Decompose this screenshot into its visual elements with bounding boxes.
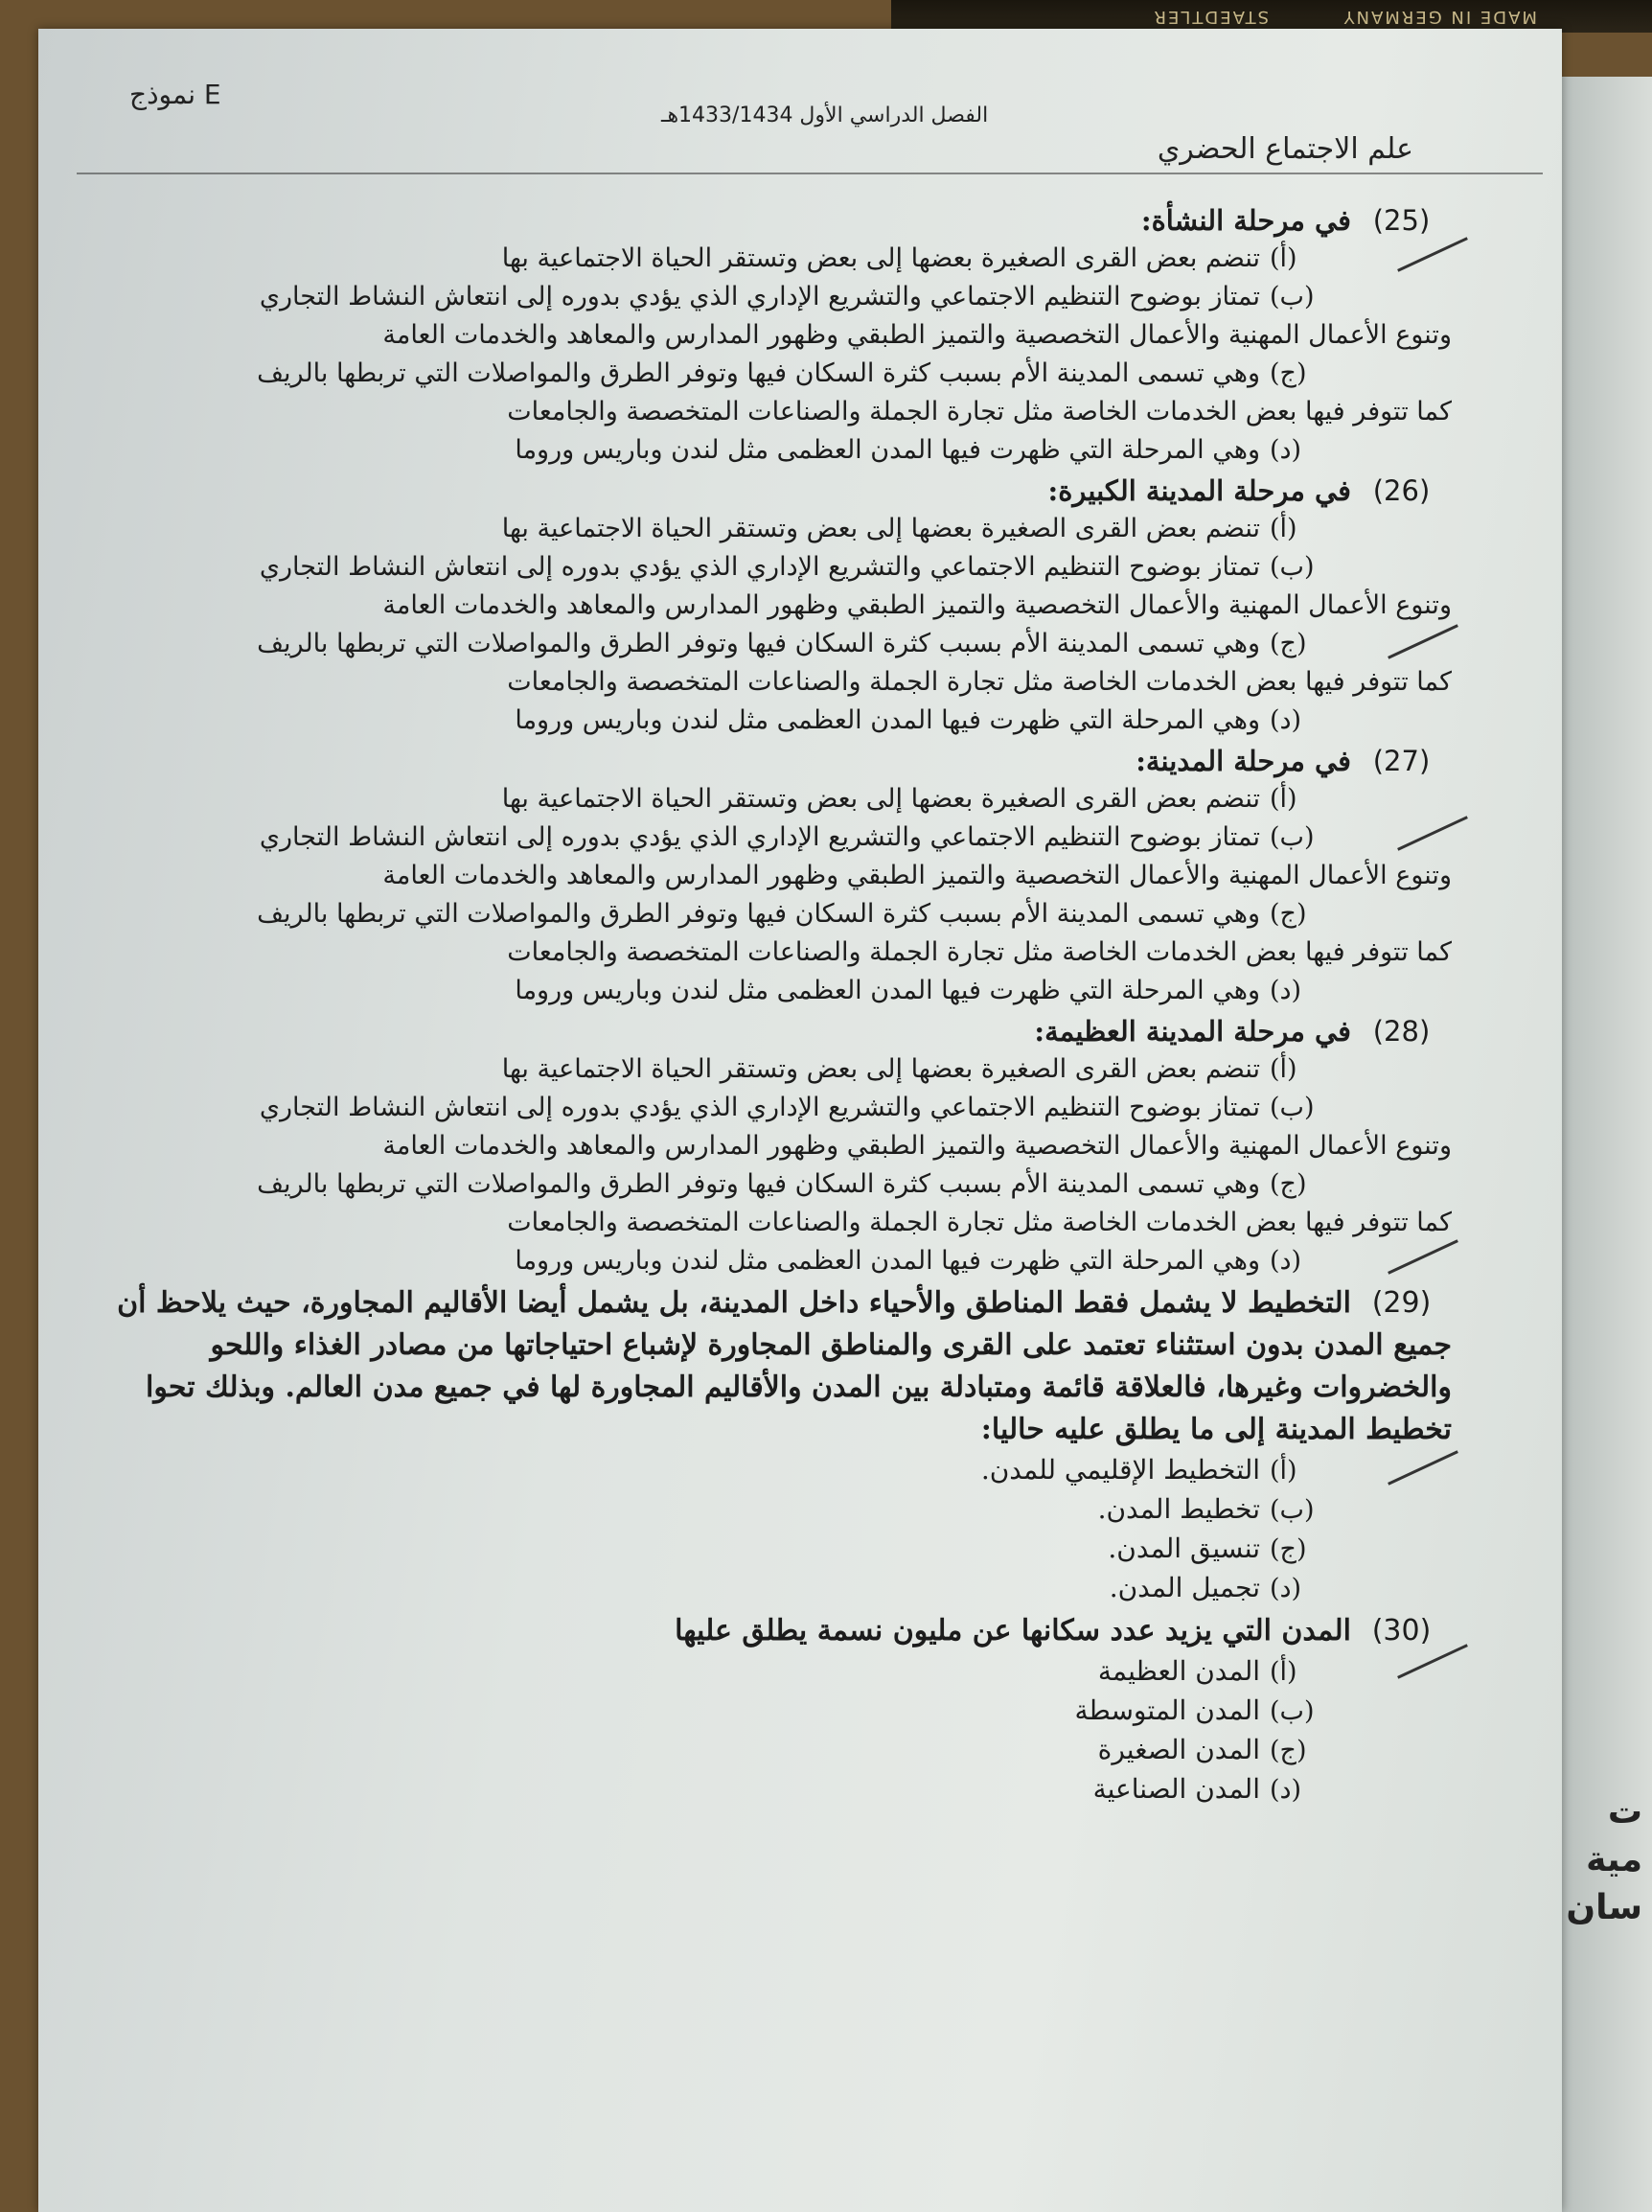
option-letter: (د)	[1270, 976, 1302, 1005]
option-c[interactable]	[0, 355, 1452, 393]
option-letter: (د)	[1270, 1775, 1302, 1805]
option-text: وهي تسمى المدينة الأم بسبب كثرة السكان فيها وتوفر الطرق والمواصلات التي تربطها بالريف	[257, 1169, 1260, 1199]
pencil-made-in: MADE IN GERMANY	[1342, 7, 1537, 27]
option-text: تخطيط المدن.	[1097, 1493, 1260, 1525]
option-text: تنضم بعض القرى الصغيرة بعضها إلى بعض وتستقر الحياة الاجتماعية بها	[501, 1054, 1260, 1084]
option-b[interactable]	[0, 1490, 1452, 1530]
option-d[interactable]	[0, 972, 1452, 1010]
option-text: وهي المرحلة التي ظهرت فيها المدن العظمى مثل لندن وباريس وروما	[515, 435, 1260, 465]
question-stem-line: جميع المدن بدون استثناء تعتمد على القرى والمناطق المجاورة لإشباع احتياجاتها من مصادر الغذاء واللحو	[210, 1328, 1452, 1362]
option-letter: (ب)	[1270, 1495, 1315, 1525]
question-stem-line: تخطيط المدينة إلى ما يطلق عليه حاليا:	[980, 1413, 1452, 1446]
option-letter: (أ)	[1270, 1657, 1297, 1687]
header-divider	[77, 173, 1543, 174]
option-letter: (أ)	[1270, 243, 1297, 273]
option-c-continued: كما تتوفر فيها بعض الخدمات الخاصة مثل تجارة الجملة والصناعات المتخصصة والجامعات	[507, 1208, 1452, 1237]
option-text: التخطيط الإقليمي للمدن.	[980, 1454, 1260, 1486]
check-mark	[1397, 237, 1468, 272]
question-stem: في مرحلة المدينة الكبيرة:	[1047, 474, 1351, 507]
option-c[interactable]	[0, 1530, 1452, 1569]
option-text: تجميل المدن.	[1109, 1572, 1260, 1603]
option-b[interactable]	[0, 1089, 1452, 1127]
question-number: (30)	[1371, 1614, 1432, 1647]
option-text: تمتاز بوضوح التنظيم الاجتماعي والتشريع الإداري الذي يؤدي بدوره إلى انتعاش النشاط التجاري	[259, 1093, 1260, 1122]
option-d[interactable]	[0, 702, 1452, 740]
option-letter: (ج)	[1270, 1534, 1307, 1564]
option-a[interactable]	[0, 1451, 1452, 1490]
question-stem-line: والخضروات وغيرها، فالعلاقة قائمة ومتبادلة بين المدن والأقاليم المجاورة لها في جميع مدن العالم. وبذلك تحوا	[146, 1371, 1452, 1404]
question-25	[0, 201, 1452, 470]
option-text: وهي تسمى المدينة الأم بسبب كثرة السكان فيها وتوفر الطرق والمواصلات التي تربطها بالريف	[257, 899, 1260, 929]
option-text: تنضم بعض القرى الصغيرة بعضها إلى بعض وتستقر الحياة الاجتماعية بها	[501, 784, 1260, 814]
question-number: (26)	[1372, 474, 1431, 507]
course-title: علم الاجتماع الحضري	[1157, 132, 1413, 166]
question-29	[0, 1282, 1452, 1608]
option-letter: (ج)	[1270, 629, 1307, 658]
option-letter: (أ)	[1270, 514, 1297, 543]
option-letter: (ب)	[1270, 552, 1315, 582]
side-text-1: ت	[1607, 1792, 1642, 1832]
option-letter: (د)	[1270, 705, 1302, 735]
option-b[interactable]	[0, 1692, 1452, 1731]
side-text-2: مية	[1586, 1840, 1642, 1879]
question-30	[0, 1610, 1452, 1809]
option-a[interactable]	[0, 1050, 1452, 1089]
check-mark	[1388, 1239, 1458, 1275]
option-d[interactable]	[0, 1242, 1452, 1280]
option-text: المدن الصغيرة	[1097, 1734, 1260, 1765]
option-letter: (د)	[1270, 1246, 1302, 1276]
question-number: (29)	[1371, 1286, 1432, 1320]
option-letter: (ب)	[1270, 822, 1315, 852]
question-stem: في مرحلة المدينة العظيمة:	[1034, 1015, 1351, 1048]
side-text-3: سان	[1566, 1888, 1642, 1927]
option-letter: (د)	[1270, 435, 1302, 465]
model-label: نموذج E	[129, 79, 221, 110]
option-letter: (أ)	[1270, 1456, 1297, 1486]
option-text: وهي المرحلة التي ظهرت فيها المدن العظمى مثل لندن وباريس وروما	[515, 976, 1260, 1005]
exam-page	[38, 29, 1562, 2212]
option-letter: (ب)	[1270, 1696, 1315, 1726]
option-text: وهي تسمى المدينة الأم بسبب كثرة السكان فيها وتوفر الطرق والمواصلات التي تربطها بالريف	[257, 358, 1260, 388]
option-b-continued: وتنوع الأعمال المهنية والأعمال التخصصية والتميز الطبقي وظهور المدارس والمعاهد والخدمات العامة	[382, 1131, 1452, 1161]
option-c[interactable]	[0, 625, 1452, 663]
option-b-continued: وتنوع الأعمال المهنية والأعمال التخصصية والتميز الطبقي وظهور المدارس والمعاهد والخدمات العامة	[382, 590, 1452, 620]
check-mark	[1388, 1450, 1458, 1486]
option-b[interactable]	[0, 548, 1452, 587]
question-number: (27)	[1372, 745, 1431, 777]
option-letter: (ج)	[1270, 899, 1307, 929]
pencil	[891, 0, 1652, 33]
option-text: المدن الصناعية	[1092, 1773, 1260, 1805]
option-text: تنضم بعض القرى الصغيرة بعضها إلى بعض وتستقر الحياة الاجتماعية بها	[501, 514, 1260, 543]
question-number: (25)	[1372, 204, 1431, 237]
question-stem: في مرحلة النشأة:	[1140, 204, 1351, 237]
option-letter: (أ)	[1270, 1054, 1297, 1084]
option-a[interactable]	[0, 510, 1452, 548]
question-stem: في مرحلة المدينة:	[1136, 745, 1351, 777]
option-letter: (ج)	[1270, 1169, 1307, 1199]
option-letter: (أ)	[1270, 784, 1297, 814]
option-c-continued: كما تتوفر فيها بعض الخدمات الخاصة مثل تجارة الجملة والصناعات المتخصصة والجامعات	[507, 937, 1452, 967]
next-page	[1562, 77, 1652, 2212]
option-c-continued: كما تتوفر فيها بعض الخدمات الخاصة مثل تجارة الجملة والصناعات المتخصصة والجامعات	[507, 397, 1452, 426]
check-mark	[1388, 624, 1458, 659]
option-text: تمتاز بوضوح التنظيم الاجتماعي والتشريع الإداري الذي يؤدي بدوره إلى انتعاش النشاط التجاري	[259, 282, 1260, 311]
question-stem: المدن التي يزيد عدد سكانها عن مليون نسمة يطلق عليها	[675, 1614, 1351, 1647]
option-d[interactable]	[0, 1770, 1452, 1809]
option-text: وهي المرحلة التي ظهرت فيها المدن العظمى مثل لندن وباريس وروما	[515, 1246, 1260, 1276]
option-text: المدن المتوسطة	[1074, 1694, 1260, 1726]
pencil-brand: STAEDTLER	[1152, 7, 1269, 27]
question-28	[0, 1012, 1452, 1280]
option-c[interactable]	[0, 895, 1452, 933]
option-letter: (ج)	[1270, 358, 1307, 388]
option-text: وهي تسمى المدينة الأم بسبب كثرة السكان فيها وتوفر الطرق والمواصلات التي تربطها بالريف	[257, 629, 1260, 658]
option-c[interactable]	[0, 1731, 1452, 1770]
questions	[0, 201, 1452, 1811]
check-mark	[1397, 816, 1468, 851]
option-text: تمتاز بوضوح التنظيم الاجتماعي والتشريع الإداري الذي يؤدي بدوره إلى انتعاش النشاط التجاري	[259, 822, 1260, 852]
option-b-continued: وتنوع الأعمال المهنية والأعمال التخصصية والتميز الطبقي وظهور المدارس والمعاهد والخدمات العامة	[382, 320, 1452, 350]
semester-label: الفصل الدراسي الأول 1433/1434هـ	[661, 104, 989, 127]
option-b-continued: وتنوع الأعمال المهنية والأعمال التخصصية والتميز الطبقي وظهور المدارس والمعاهد والخدمات العامة	[382, 861, 1452, 890]
option-c-continued: كما تتوفر فيها بعض الخدمات الخاصة مثل تجارة الجملة والصناعات المتخصصة والجامعات	[507, 667, 1452, 697]
option-letter: (د)	[1270, 1574, 1302, 1603]
option-text: تنضم بعض القرى الصغيرة بعضها إلى بعض وتستقر الحياة الاجتماعية بها	[501, 243, 1260, 273]
option-text: وهي المرحلة التي ظهرت فيها المدن العظمى مثل لندن وباريس وروما	[515, 705, 1260, 735]
option-b[interactable]	[0, 818, 1452, 857]
option-a[interactable]	[0, 240, 1452, 278]
question-26	[0, 472, 1452, 740]
question-27	[0, 742, 1452, 1010]
option-a[interactable]	[0, 780, 1452, 818]
option-text: تنسيق المدن.	[1108, 1532, 1260, 1564]
option-c[interactable]	[0, 1165, 1452, 1204]
option-text: المدن العظيمة	[1097, 1655, 1260, 1687]
option-letter: (ج)	[1270, 1736, 1307, 1765]
option-letter: (ب)	[1270, 282, 1315, 311]
option-d[interactable]	[0, 1569, 1452, 1608]
option-b[interactable]	[0, 278, 1452, 316]
option-a[interactable]	[0, 1652, 1452, 1692]
question-number: (28)	[1372, 1015, 1431, 1048]
option-letter: (ب)	[1270, 1093, 1315, 1122]
option-d[interactable]	[0, 431, 1452, 470]
option-text: تمتاز بوضوح التنظيم الاجتماعي والتشريع الإداري الذي يؤدي بدوره إلى انتعاش النشاط التجاري	[259, 552, 1260, 582]
question-stem: التخطيط لا يشمل فقط المناطق والأحياء داخل المدينة، بل يشمل أيضا الأقاليم المجاورة، حيث يلاحظ أن	[117, 1286, 1351, 1320]
